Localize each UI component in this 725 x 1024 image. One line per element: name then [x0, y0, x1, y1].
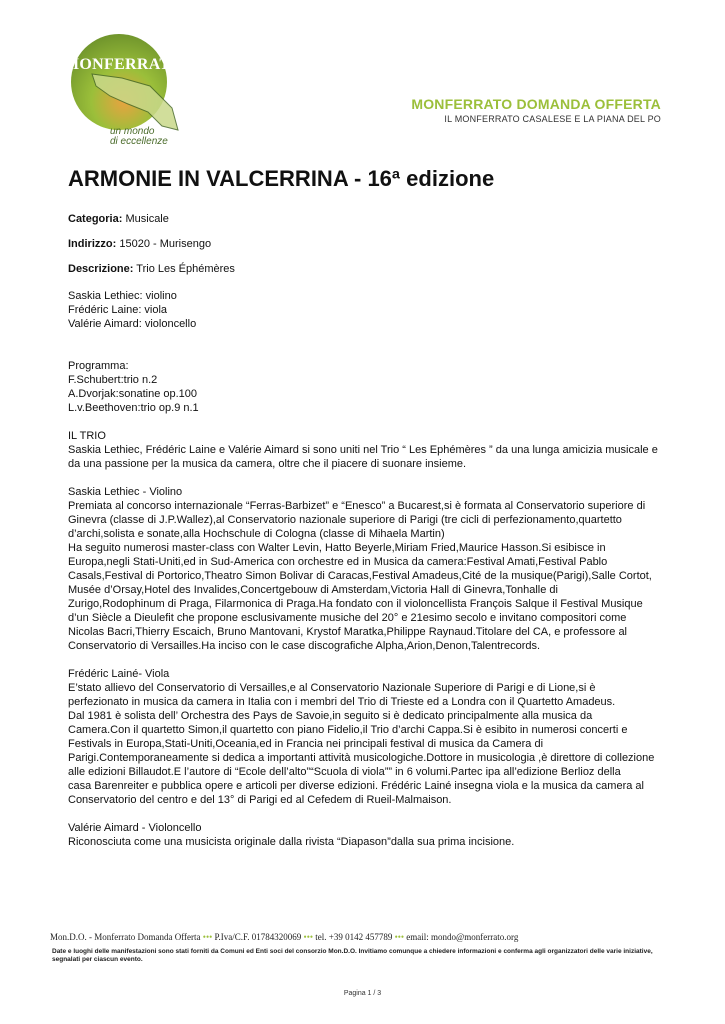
member-line: Frédéric Laine: viola [68, 304, 168, 316]
programma-heading: Programma: [68, 360, 129, 372]
footer-contacts [50, 932, 518, 942]
brand-header [411, 96, 661, 124]
frederic-bio-line: Festivals in Europa,Stati-Uniti,Oceania,ed in Francia nei principali festival di musica da Camera di [68, 738, 544, 750]
saskia-bio-line: Conservatorio di Versailles.Ha inciso con le case discografiche Alpha,Arion,Denon,Talentrecords. [68, 640, 541, 652]
field-categoria [68, 212, 668, 226]
saskia-bio-line: d’archi,solista e sonate,alla Hochschule di Cologna (classe di Mihaela Martin) [68, 528, 445, 540]
field-label: Descrizione: [68, 263, 134, 275]
valerie-heading: Valérie Aimard - Violoncello [68, 822, 202, 834]
trio-section [68, 429, 668, 471]
brand-subtitle: IL MONFERRATO CASALESE E LA PIANA DEL PO [444, 114, 661, 124]
footer-org: Mon.D.O. - Monferrato Domanda Offerta [50, 932, 201, 942]
footer-piva: P.Iva/C.F. 01784320069 [214, 932, 302, 942]
saskia-bio-line: Nicolas Bacri,Thierry Escaich, Bruno Mantovani, Krystof Maratka,Philippe Raynaud.Titolare del CA, e professore al [68, 626, 628, 638]
saskia-bio-line: Europa,negli Stati-Uniti,ed in Sud-America con orchestre ed in Musica da camera:Festival Amati,Festival Pablo [68, 556, 608, 568]
footer-separator: ••• [394, 932, 405, 942]
saskia-bio-line: Premiata al concorso internazionale “Ferras-Barbizet” e “Enesco” a Bucarest,si è formata al Conservatorio superiore di [68, 500, 646, 512]
frederic-section [68, 667, 668, 807]
programma-section [68, 359, 668, 415]
frederic-bio [68, 681, 668, 807]
footer-email: email: mondo@monferrato.org [406, 932, 519, 942]
monferrato-logo [62, 34, 187, 146]
programma-line: A.Dvorjak:sonatine op.100 [68, 388, 198, 400]
footer-separator: ••• [202, 932, 213, 942]
logo-tagline-line-1: un mondo [110, 126, 155, 137]
field-descrizione [68, 262, 668, 276]
valerie-text: Riconosciuta come una musicista originale dalla rivista “Diapason”dalla sua prima incisione. [68, 836, 515, 848]
saskia-bio-line: Casals,Festival di Portorico,Theatro Simon Bolivar di Caracas,Festival Amadeus,Cité de la musique(Parigi),Salle Cortot, [68, 570, 652, 582]
frederic-heading: Frédéric Lainé- Viola [68, 668, 170, 680]
field-value: Trio Les Éphémères [136, 263, 235, 275]
page-number: Pagina 1 / 3 [343, 990, 382, 997]
brand-name: MONFERRATO DOMANDA OFFERTA [411, 96, 661, 112]
field-value: Musicale [125, 213, 169, 225]
saskia-bio-line: d’un Siècle a Dieulefit che propone esclusivamente musiche del 20° e 21esimo secolo e invitano compositori come [68, 612, 627, 624]
field-indirizzo [68, 237, 668, 251]
saskia-bio-line: Zurigo,Rodophinum di Praga, Filarmonica di Praga.Ha fondato con il violoncellista François Salque il Festival Musique [68, 598, 643, 610]
member-line: Valérie Aimard: violoncello [68, 318, 197, 330]
event-content [68, 212, 668, 849]
saskia-bio-line: Ginevra (classe di J.P.Wallez),al Conservatorio nazionale superiore di Parigi (tre cicli di perfezionamento,quartetto [68, 514, 622, 526]
saskia-section [68, 485, 668, 653]
programma-line: F.Schubert:trio n.2 [68, 374, 158, 386]
logo-wordmark: MONFERRATO [64, 56, 183, 73]
frederic-bio-line: Parigi.Contemporaneamente si dedica a importanti attività musicologiche.Dottore in musicologia ,è direttore di collezione [68, 752, 655, 764]
frederic-bio-line: Conservatorio del centro e del 13° di Parigi ed al Cefedem di Rueil-Malmaison. [68, 794, 452, 806]
frederic-bio-line: E’stato allievo del Conservatorio di Versailles,e al Conservatorio Nazionale Superiore di Parigi e di Lione,si è [68, 682, 596, 694]
logo-tagline [110, 127, 168, 147]
saskia-bio-line: Ha seguito numerosi master-class con Walter Levin, Hatto Beyerle,Miriam Fried,Maurice Hasson.Si esibisce in [68, 542, 606, 554]
frederic-bio-line: alle edizioni Billaudot.E l’autore di “Ecole dell’alto”“Scuola di viola”” in 6 volumi.Partec ipa all’edizione Berlioz della [68, 766, 621, 778]
members-list [68, 289, 668, 331]
frederic-bio-line: perfezionato in musica da camera in Italia con i membri del Trio di Trieste ed a Londra con il Quartetto Amadeus. [68, 696, 616, 708]
trio-text: Saskia Lethiec, Frédéric Laine e Valérie Aimard si sono uniti nel Trio “ Les Ephémères ” da una lunga amicizia musicale e da una passione per la musica da camera, oltre che il piacere di suonare insieme. [68, 444, 658, 470]
logo-tagline-line-2: di eccellenze [110, 136, 168, 147]
footer-separator: ••• [303, 932, 313, 942]
member-line: Saskia Lethiec: violino [68, 290, 177, 302]
trio-heading: IL TRIO [68, 430, 106, 442]
footer-tel: tel. +39 0142 457789 [315, 932, 393, 942]
saskia-bio-line: Musée d’Orsay,Hotel des Invalides,Concertgebouw di Amsterdam,Victoria Hall di Ginevra,Tonhalle di [68, 584, 558, 596]
footer-disclaimer: Date e luoghi delle manifestazioni sono stati forniti da Comuni ed Enti soci del consorzio Mon.D.O. Invitiamo comunque a chiedere informazioni e conferma agli organizzatori delle varie iniziative, segnalati per ciascun evento. [52, 948, 653, 963]
page-title: ARMONIE IN VALCERRINA - 16ª edizione [68, 166, 495, 191]
frederic-bio-line: Camera.Con il quartetto Simon,il quartetto con piano Fidelio,il Trio d’archi Cappa.Si è esibito in numerosi concerti e [68, 724, 628, 736]
saskia-heading: Saskia Lethiec - Violino [68, 486, 183, 498]
frederic-bio-line: Dal 1981 è solista dell’ Orchestra des Pays de Savoie,in seguito si è dedicato principalmente alla musica da [68, 710, 593, 722]
field-label: Indirizzo: [68, 238, 117, 250]
field-label: Categoria: [68, 213, 123, 225]
valerie-section [68, 821, 668, 849]
frederic-bio-line: casa Barenreiter e pubblica opere e articoli per diverse edizioni. Frédéric Lainé insegna viola e la musica da camera al [68, 780, 644, 792]
saskia-bio [68, 499, 668, 653]
programma-line: L.v.Beethoven:trio op.9 n.1 [68, 402, 199, 414]
field-value: 15020 - Murisengo [119, 238, 212, 250]
